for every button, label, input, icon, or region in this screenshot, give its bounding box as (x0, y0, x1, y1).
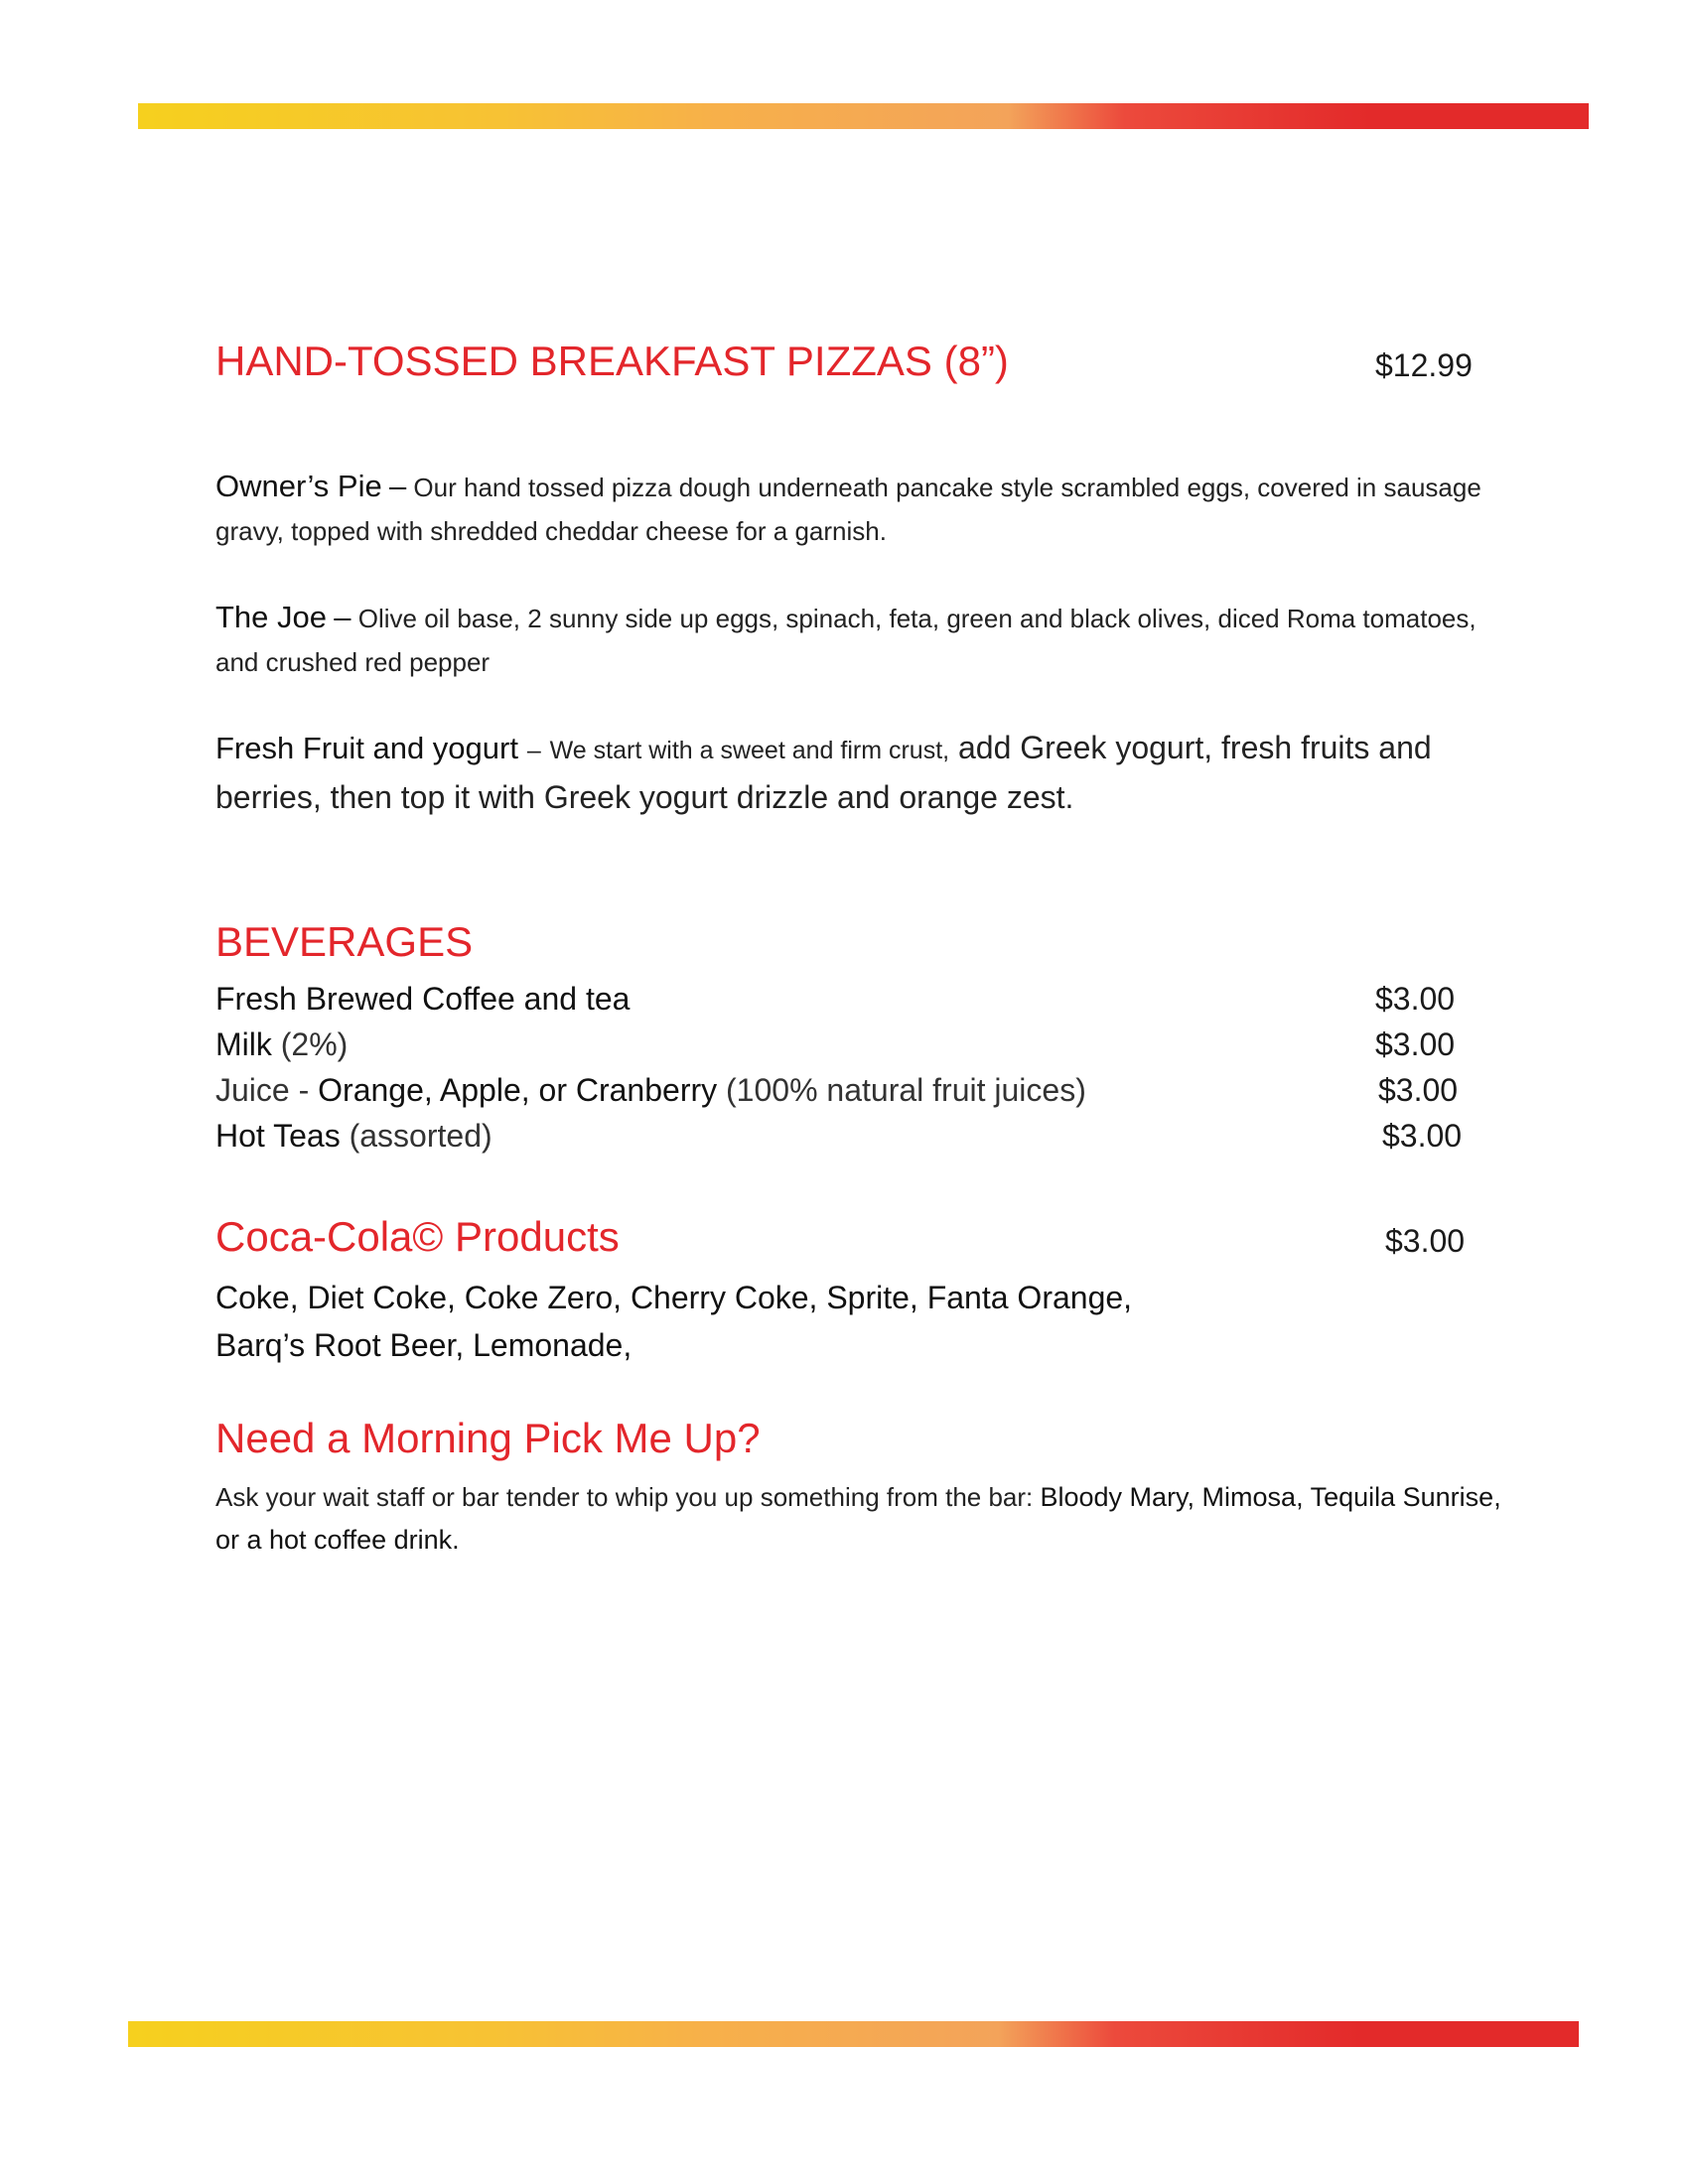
item-name: The Joe (215, 600, 328, 634)
beverage-name: Fresh Brewed Coffee and tea (215, 981, 631, 1017)
beverage-note: (2%) (280, 1026, 349, 1062)
menu-item-the-joe (215, 596, 1496, 684)
item-name: Owner’s Pie (215, 469, 382, 503)
beverage-note: (assorted) (349, 1118, 492, 1154)
beverage-name: Hot Teas (215, 1118, 341, 1154)
coke-list-line: Barq’s Root Beer, Lemonade, (215, 1327, 633, 1363)
pizzas-price: $12.99 (1375, 347, 1473, 383)
item-description: add Greek yogurt, fresh fruits and berries, then top it with Greek yogurt drizzle and orange zest. (215, 730, 1432, 815)
bottom-color-bar (128, 2021, 1579, 2047)
item-description: Our hand tossed pizza dough underneath pancake style scrambled eggs, covered in sausage gravy, topped with shredded cheddar cheese for a garnish. (215, 473, 1481, 546)
beverage-price-hot-teas: $3.00 (1382, 1118, 1463, 1154)
beverage-note: (100% natural fruit juices) (726, 1072, 1086, 1108)
beverage-price-milk: $3.00 (1375, 1026, 1456, 1062)
pickme-text (215, 1476, 1506, 1562)
beverage-name: Orange, Apple, or Cranberry (318, 1072, 718, 1108)
pickme-heading: Need a Morning Pick Me Up? (215, 1415, 761, 1461)
top-color-bar (138, 103, 1589, 129)
beverage-row-coffee (215, 981, 630, 1018)
pickme-text-plain: Ask your wait staff or bar tender to whip you up something from the bar: (215, 1482, 1034, 1512)
beverage-row-juice (215, 1072, 1086, 1109)
beverage-name: Milk (215, 1026, 272, 1062)
coke-list-line: Coke, Diet Coke, Coke Zero, Cherry Coke, Sprite, Fanta Orange, (215, 1280, 1133, 1315)
item-dash: – (334, 600, 352, 634)
pizzas-heading: HAND-TOSSED BREAKFAST PIZZAS (8”) (215, 338, 1009, 384)
item-dash: – (526, 737, 541, 764)
beverages-heading: BEVERAGES (215, 918, 474, 965)
coke-product-list (215, 1274, 1258, 1369)
item-description-small: We start with a sweet and firm crust, (549, 737, 950, 764)
menu-item-fresh-fruit (215, 725, 1496, 821)
item-dash: – (388, 469, 407, 503)
beverage-row-hot-teas (215, 1118, 492, 1155)
beverage-name-prefix: Juice - (215, 1072, 319, 1108)
item-name: Fresh Fruit and yogurt (215, 731, 518, 765)
beverage-price-coffee: $3.00 (1375, 981, 1456, 1017)
pickme-drinks: Bloody Mary, Mimosa, Tequila Sunrise, or a hot coffee drink. (215, 1482, 1501, 1555)
menu-item-owners-pie (215, 465, 1496, 553)
coke-heading: Coca-Cola© Products (215, 1213, 620, 1260)
coke-price: $3.00 (1385, 1223, 1466, 1259)
item-description: Olive oil base, 2 sunny side up eggs, spinach, feta, green and black olives, diced Roma tomatoes, and crushed red pepper (215, 604, 1477, 677)
beverage-row-milk (215, 1026, 348, 1063)
beverage-price-juice: $3.00 (1378, 1072, 1459, 1108)
